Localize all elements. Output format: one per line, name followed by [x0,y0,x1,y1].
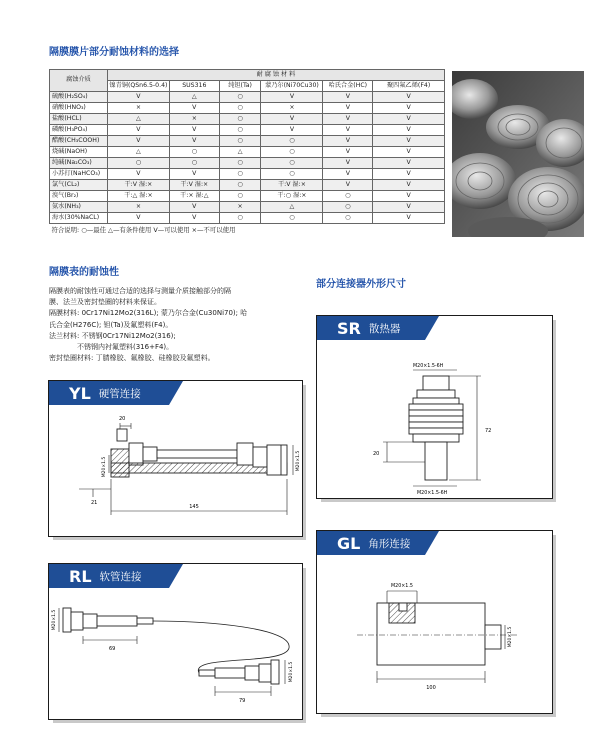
table-row [50,213,445,224]
paragraph-line: 密封垫圈材料: 丁腈橡胶、氟橡胶、硅橡胶及氟塑料。 [49,354,215,363]
table-cell-rating: ○ [219,136,261,147]
table-cell-rating: ○ [261,213,323,224]
table-cell-rating: × [219,202,261,213]
table-cell-rating: ○ [261,169,323,180]
panel-code: YL [69,383,91,403]
table-cell-rating: V [323,125,373,136]
corrosion-resistance-paragraph [49,286,309,364]
table-cell-medium: 纯碱(Na₂CO₃) [50,158,108,169]
table-cell-rating: × [107,103,169,114]
table-cell-rating: ○ [107,158,169,169]
table-cell-rating: V [261,125,323,136]
table-cell-rating: ○ [219,180,261,191]
panel-header [49,381,169,405]
table-cell-rating: V [107,169,169,180]
table-row [50,103,445,114]
table-cell-rating: ○ [261,147,323,158]
thread-label: M20×1.5 [289,661,294,683]
dim-label: 20 [373,451,380,457]
table-cell-rating: V [373,125,445,136]
panel-code: GL [337,533,361,553]
table-cell-rating: ○ [219,213,261,224]
table-cell-medium: 溴气(Br₂) [50,191,108,202]
table-cell-rating: ○ [219,125,261,136]
table-cell-medium: 磷酸(H₃PO₄) [50,125,108,136]
table-cell-rating: × [107,202,169,213]
gl-drawing [317,555,552,713]
table-header-material: 聚四氟乙烯(F4) [373,81,445,92]
paragraph-line: 隔膜表的耐蚀性可通过合适的选择与测量介质接触部分的隔 [49,287,231,295]
panel-code: SR [337,318,361,338]
panel-header [317,316,425,340]
dim-label: 69 [109,646,116,652]
table-cell-rating: V [373,136,445,147]
table-cell-medium: 盐酸(HCL) [50,114,108,125]
table-header-medium: 腐蚀介质 [50,70,108,92]
table-cell-medium: 氯气(CL₂) [50,180,108,191]
table-cell-rating: V [373,103,445,114]
table-cell-rating: V [169,213,219,224]
table-cell-rating: ○ [323,191,373,202]
table-row [50,114,445,125]
table-cell-rating: V [169,103,219,114]
diaphragm-photo [452,71,584,237]
table-row [50,158,445,169]
table-cell-rating: V [169,125,219,136]
table-cell-rating: 干:V 湿:× [107,180,169,191]
table-row [50,136,445,147]
dim-label: 145 [189,504,199,510]
table-cell-rating: ○ [219,92,261,103]
table-cell-rating: V [169,169,219,180]
table-cell-rating: V [169,202,219,213]
table-cell-rating: ○ [219,103,261,114]
panel-header [317,531,425,555]
table-cell-rating: △ [107,147,169,158]
table-cell-rating: ○ [219,158,261,169]
table-cell-rating: V [373,147,445,158]
panel-yl-hard-pipe [48,380,303,537]
panel-code: RL [69,566,92,586]
table-cell-rating: V [323,103,373,114]
table-header-material: 哈氏合金(HC) [323,81,373,92]
paragraph-line: 不锈钢内衬氟塑料(316+F4)。 [49,343,174,352]
table-cell-rating: V [323,114,373,125]
table-cell-rating: △ [107,114,169,125]
table-cell-medium: 硝酸(HNO₃) [50,103,108,114]
table-cell-medium: 海水(30%NaCL) [50,213,108,224]
table-cell-medium: 氨水(NH₃) [50,202,108,213]
table-cell-rating: V [261,114,323,125]
table-cell-rating: ○ [219,114,261,125]
table-row [50,202,445,213]
table-cell-rating: ○ [169,158,219,169]
table-cell-rating: V [169,136,219,147]
panel-label: 硬管连接 [98,387,141,400]
table-legend-note: 符合说明: ○—最佳 △—有条件使用 V—可以使用 ×—不可以使用 [50,224,445,237]
table-cell-rating: △ [219,147,261,158]
table-cell-rating: × [169,114,219,125]
paragraph-line: 氏合金(H276C); 钽(Ta)及氟塑料(F4)。 [49,320,173,329]
table-row [50,180,445,191]
thread-label: M20×1.5 [52,609,57,631]
thread-label: M20×1.5-6H [417,491,448,496]
panel-label: 软管连接 [99,570,142,583]
thread-label: M20×1.5 [296,450,301,472]
panel-label: 散热器 [368,322,401,335]
table-row [50,169,445,180]
dim-label: 21 [91,500,98,506]
panel-label: 角形连接 [368,537,411,550]
table-cell-rating: ○ [219,191,261,202]
table-cell-rating: V [107,92,169,103]
table-cell-rating: V [373,114,445,125]
table-cell-rating: V [323,169,373,180]
table-cell-rating: V [373,191,445,202]
table-row [50,147,445,158]
table-cell-rating: △ [169,92,219,103]
table-cell-rating: ○ [261,158,323,169]
paragraph-line: 膜、法兰及密封垫圈的材料来保证。 [49,298,161,307]
table-cell-rating: V [107,125,169,136]
table-cell-rating: V [373,180,445,191]
table-cell-rating: V [323,92,373,103]
table-cell-rating: ○ [323,213,373,224]
table-cell-rating: V [373,202,445,213]
table-cell-rating: 干:○ 湿:× [261,191,323,202]
panel-gl-angle [316,530,553,714]
table-cell-rating: V [107,136,169,147]
table-cell-rating: V [373,158,445,169]
table-cell-medium: 烧碱(NaOH) [50,147,108,158]
thread-label: M20×1.5 [102,456,107,478]
thread-label: M20×1.5-6H [413,364,444,369]
table-header-group: 耐 腐 蚀 材 料 [107,70,444,81]
table-cell-rating: ○ [261,136,323,147]
panel-sr-radiator [316,315,553,499]
rl-drawing [49,588,302,719]
table-cell-rating: 干:V 湿:× [261,180,323,191]
table-cell-rating: ○ [219,169,261,180]
table-row [50,125,445,136]
table-cell-medium: 醋酸(CH₃COOH) [50,136,108,147]
table-cell-rating: △ [261,202,323,213]
table-cell-rating: V [323,147,373,158]
table-cell-rating: 干:△ 湿:× [107,191,169,202]
section-title-corrosion-resistance: 隔膜表的耐蚀性 [49,267,119,278]
paragraph-line: 法兰材料: 不锈钢0Cr17Ni12Mo2(316); [49,331,176,340]
table-cell-rating: × [261,103,323,114]
table-cell-rating: V [373,92,445,103]
table-cell-rating: V [323,158,373,169]
table-cell-rating: ○ [169,147,219,158]
paragraph-line: 隔膜材料: 0Cr17Ni12Mo2(316L); 蒙乃尔合金(Cu30Ni70); 哈 [49,309,248,318]
table-cell-rating: V [373,213,445,224]
sr-drawing [317,340,552,498]
table-cell-rating: 干:V 湿:× [169,180,219,191]
table-row [50,191,445,202]
thread-label: M20×1.5 [508,626,513,648]
table-cell-medium: 硫酸(H₂SO₄) [50,92,108,103]
table-row [50,92,445,103]
section-title-diaphragm-materials: 隔膜膜片部分耐蚀材料的选择 [49,47,179,58]
table-cell-rating: V [373,169,445,180]
table-cell-rating: V [261,92,323,103]
thread-label: M20×1.5 [391,584,413,589]
dim-label: 72 [485,428,492,434]
table-cell-rating: V [323,136,373,147]
corrosion-table [49,69,445,236]
dim-label: 20 [119,416,126,422]
table-header-material: SUS316 [169,81,219,92]
table-header-material: 蒙乃尔(Ni70Cu30) [261,81,323,92]
table-cell-rating: 干:× 湿:△ [169,191,219,202]
dim-label: 100 [426,685,436,691]
table-cell-rating: ○ [323,202,373,213]
table-cell-medium: 小苏打(NaHCO₃) [50,169,108,180]
dim-label: 79 [239,698,246,704]
section-title-connector-dimensions: 部分连接器外形尺寸 [316,279,406,290]
panel-header [49,564,169,588]
table-cell-rating: V [107,213,169,224]
table-header-material: 纯钽(Ta) [219,81,261,92]
table-header-material: 镍青铜(QSn6.5-0.4) [107,81,169,92]
table-cell-rating: V [323,180,373,191]
panel-rl-hose [48,563,303,720]
yl-drawing [49,405,302,536]
